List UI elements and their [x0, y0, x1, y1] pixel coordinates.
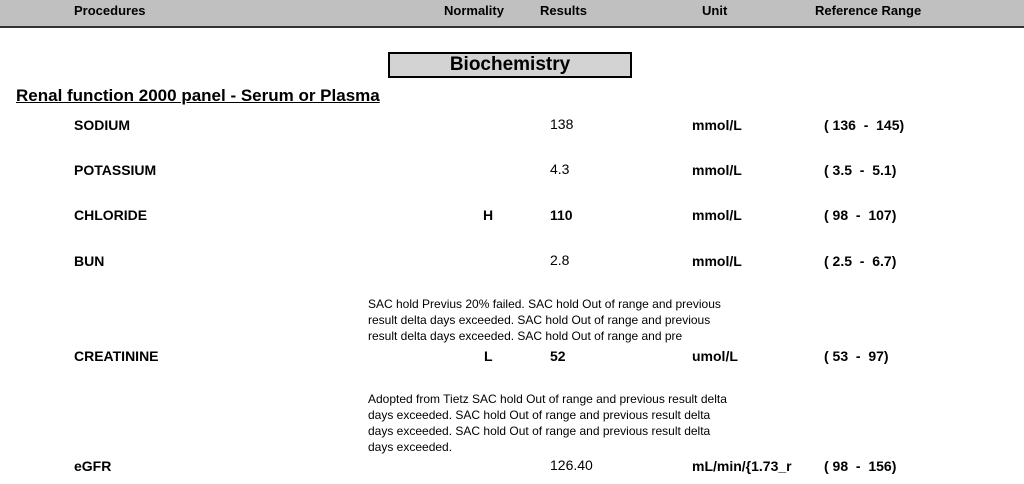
unit: mmol/L	[692, 207, 742, 223]
reference-range: ( 53 - 97)	[824, 348, 889, 364]
reference-range: ( 98 - 156)	[824, 458, 897, 474]
normality-flag: L	[484, 348, 493, 364]
result-value: 52	[550, 348, 566, 364]
comment-line: days exceeded.	[368, 440, 453, 454]
procedure-name: SODIUM	[74, 117, 130, 133]
result-value: 2.8	[550, 252, 570, 268]
header-procedures: Procedures	[74, 3, 146, 18]
reference-range: ( 136 - 145)	[824, 117, 905, 133]
panel-title: Renal function 2000 panel - Serum or Plasma	[16, 86, 380, 105]
reference-range: ( 2.5 - 6.7)	[824, 253, 897, 269]
procedure-name: CREATININE	[74, 348, 159, 364]
result-comment	[368, 391, 768, 455]
unit: mmol/L	[692, 162, 742, 178]
result-value: 110	[550, 207, 573, 223]
reference-range: ( 98 - 107)	[824, 207, 897, 223]
procedure-name: BUN	[74, 253, 105, 269]
header-results: Results	[540, 3, 587, 18]
comment-line: days exceeded. SAC hold Out of range and previous result delta	[368, 408, 711, 422]
comment-line: days exceeded. SAC hold Out of range and previous result delta	[368, 424, 711, 438]
result-comment	[368, 296, 768, 344]
result-value: 126.40	[550, 457, 593, 473]
unit: mmol/L	[692, 253, 742, 269]
section-title: Biochemistry	[388, 52, 632, 78]
comment-line: Adopted from Tietz SAC hold Out of range and previous result delta	[368, 392, 727, 406]
result-value: 4.3	[550, 161, 570, 177]
result-value: 138	[550, 116, 574, 132]
unit: umol/L	[692, 348, 738, 364]
header-normality: Normality	[444, 3, 504, 18]
header-reference-range: Reference Range	[815, 3, 922, 18]
header-unit: Unit	[702, 3, 728, 18]
column-header-bar	[0, 0, 1024, 28]
procedure-name: CHLORIDE	[74, 207, 148, 223]
reference-range: ( 3.5 - 5.1)	[824, 162, 897, 178]
procedure-name: eGFR	[74, 458, 112, 474]
unit: mL/min/{1.73_r	[692, 458, 792, 474]
unit: mmol/L	[692, 117, 742, 133]
comment-line: result delta days exceeded. SAC hold Out of range and previous	[368, 313, 711, 327]
normality-flag: H	[483, 207, 494, 223]
comment-line: SAC hold Previus 20% failed. SAC hold Out of range and previous	[368, 297, 721, 311]
procedure-name: POTASSIUM	[74, 162, 157, 178]
comment-line: result delta days exceeded. SAC hold Out of range and pre	[368, 329, 683, 343]
